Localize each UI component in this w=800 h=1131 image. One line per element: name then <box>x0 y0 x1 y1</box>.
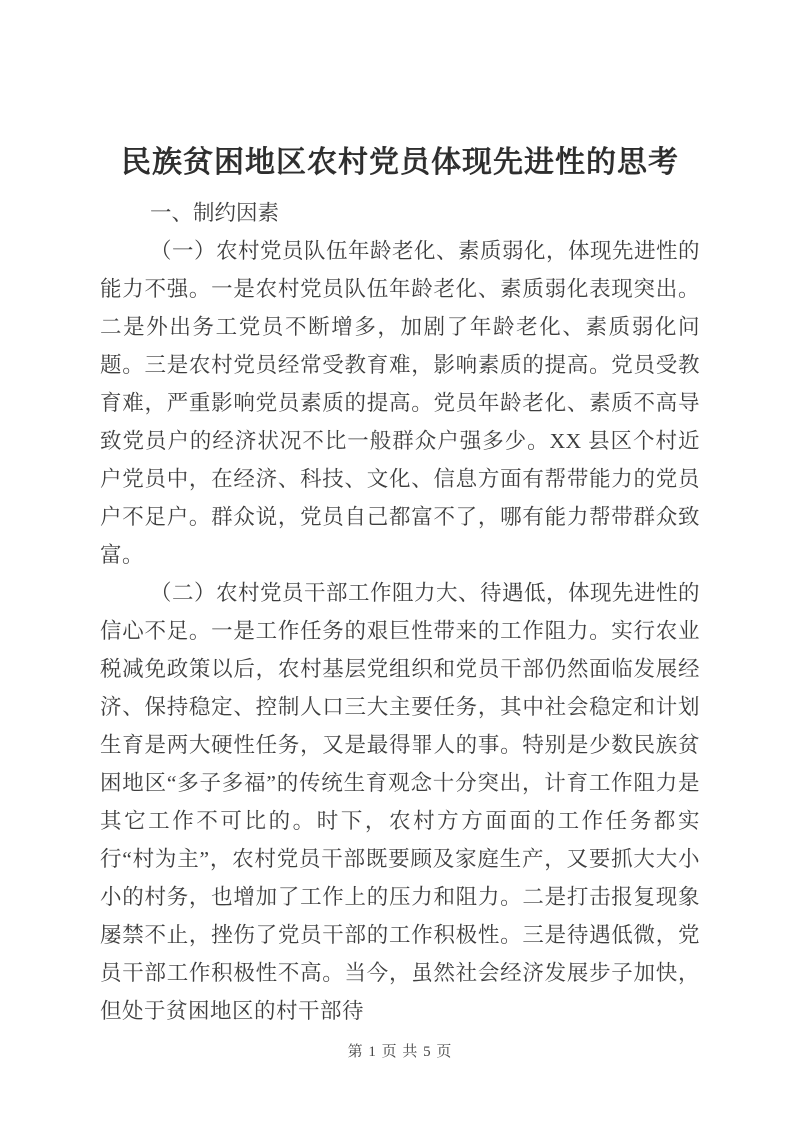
page-number-indicator: 第 1 页 共 5 页 <box>347 1044 453 1060</box>
page-footer <box>0 1040 800 1061</box>
paragraph-constraint-factor-2: （二）农村党员干部工作阻力大、待遇低，体现先进性的信心不足。一是工作任务的艰巨性带来的工作阻力。实行农业税减免政策以后，农村基层党组织和党员干部仍然面临发展经济、保持稳定、控制人口三大主要任务，其中社会稳定和计划生育是两大硬性任务，又是最得罪人的事。特别是少数民族贫困地区“多子多福”的传统生育观念十分突出，计育工作阻力是其它工作不可比的。时下，农村方方面面的工作任务都实行“村为主”，农村党员干部既要顾及家庭生产，又要抓大大小小的村务，也增加了工作上的压力和阻力。二是打击报复现象屡禁不止，挫伤了党员干部的工作积极性。三是待遇低微，党员干部工作积极性不高。当今，虽然社会经济发展步子加快，但处于贫困地区的村干部待 <box>100 581 701 1023</box>
paragraph-constraint-factor-1: （一）农村党员队伍年龄老化、素质弱化，体现先进性的能力不强。一是农村党员队伍年龄老化、素质弱化表现突出。二是外出务工党员不断增多，加剧了年龄老化、素质弱化问题。三是农村党员经常受教育难，影响素质的提高。党员受教育难，严重影响党员素质的提高。党员年龄老化、素质不高导致党员户的经济状况不比一般群众户强多少。XX 县区个村近户党员中，在经济、科技、文化、信息方面有帮带能力的党员户不足户。群众说，党员自己都富不了，哪有能力帮带群众致富。 <box>100 239 701 567</box>
section-heading: 一、制约因素 <box>150 201 280 225</box>
document-title: 民族贫困地区农村党员体现先进性的思考 <box>121 146 679 179</box>
